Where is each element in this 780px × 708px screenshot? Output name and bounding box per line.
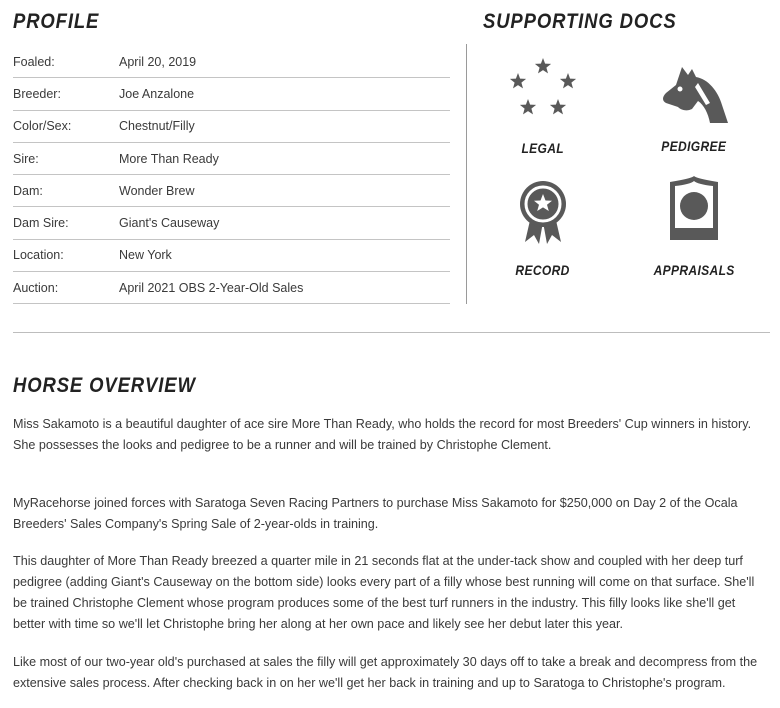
profile-label: Location:: [13, 248, 64, 263]
supporting-docs-section: [483, 8, 773, 278]
overview-paragraph: This daughter of More Than Ready breezed a quarter mile in 21 seconds flat at the under-tack show and coupled with her deep turf pedigree (adding Giant's Causeway on the bottom side) looks every part of a filly whose best running will come on that surface. She'll be trained Christophe Clement whose program produces some of the best turf runners in the industry. This filly looks like she'll get better with time so we'll let Christophe bring her along at her own pace and likely see her debut later this year.: [13, 554, 755, 631]
stars-icon: [508, 56, 578, 120]
profile-label: Breeder:: [13, 86, 61, 101]
profile-table: [13, 46, 450, 304]
profile-value: Wonder Brew: [119, 183, 195, 198]
horse-overview-section: [13, 372, 770, 690]
doc-label: APPRAISALS: [653, 262, 735, 278]
award-ribbon-icon: [517, 180, 569, 246]
doc-appraisals[interactable]: [629, 176, 759, 280]
profile-label: Sire:: [13, 151, 39, 166]
supporting-docs-title: SUPPORTING DOCS: [483, 10, 677, 33]
doc-pedigree[interactable]: [629, 63, 759, 156]
profile-label: Auction:: [13, 280, 59, 295]
profile-row-dam-sire: [13, 207, 450, 239]
overview-paragraph: Like most of our two-year old's purchased at sales the filly will get approximately 30 days off to take a break and decompress from the extensive sales process. After checking back in on her we'll get her back in training and up to Saratoga to Christophe's program.: [13, 655, 758, 690]
overview-paragraph: Miss Sakamoto is a beautiful daughter of ace sire More Than Ready, who holds the record for most Breeders' Cup winners in history. She possesses the looks and pedigree to be a runner and will be trained by Christophe Clement.: [13, 417, 752, 452]
profile-row-location: [13, 240, 450, 272]
overview-paragraph: MyRacehorse joined forces with Saratoga Seven Racing Partners to purchase Miss Sakamoto for $250,000 on Day 2 of the Ocala Breeders' Sales Company's Spring Sale of 2-year-olds in training.: [13, 496, 738, 531]
horse-head-icon: [658, 63, 730, 125]
profile-value: More Than Ready: [119, 151, 219, 166]
profile-label: Dam:: [13, 183, 43, 198]
profile-value: Chestnut/Filly: [119, 119, 195, 134]
horse-overview-title: HORSE OVERVIEW: [13, 374, 196, 397]
profile-row-foaled: [13, 46, 450, 78]
profile-value: April 20, 2019: [119, 54, 197, 69]
profile-row-sire: [13, 143, 450, 175]
doc-record[interactable]: [478, 180, 608, 280]
profile-row-dam: [13, 175, 450, 207]
profile-value: New York: [119, 248, 172, 263]
profile-row-color-sex: [13, 111, 450, 143]
section-divider: [13, 332, 770, 333]
doc-legal[interactable]: [478, 56, 608, 158]
doc-label: LEGAL: [521, 140, 565, 156]
appraisal-badge-icon: [668, 176, 720, 242]
profile-title: PROFILE: [13, 10, 100, 33]
profile-label: Dam Sire:: [13, 216, 69, 231]
profile-label: Foaled:: [13, 54, 55, 69]
profile-value: Joe Anzalone: [119, 86, 195, 101]
vertical-divider: [466, 44, 467, 304]
profile-value: April 2021 OBS 2-Year-Old Sales: [119, 280, 304, 295]
profile-row-breeder: [13, 78, 450, 110]
profile-value: Giant's Causeway: [119, 216, 220, 231]
profile-row-auction: [13, 272, 450, 304]
doc-label: PEDIGREE: [661, 138, 727, 154]
doc-label: RECORD: [515, 262, 571, 278]
profile-section: [13, 8, 450, 304]
profile-label: Color/Sex:: [13, 119, 72, 134]
